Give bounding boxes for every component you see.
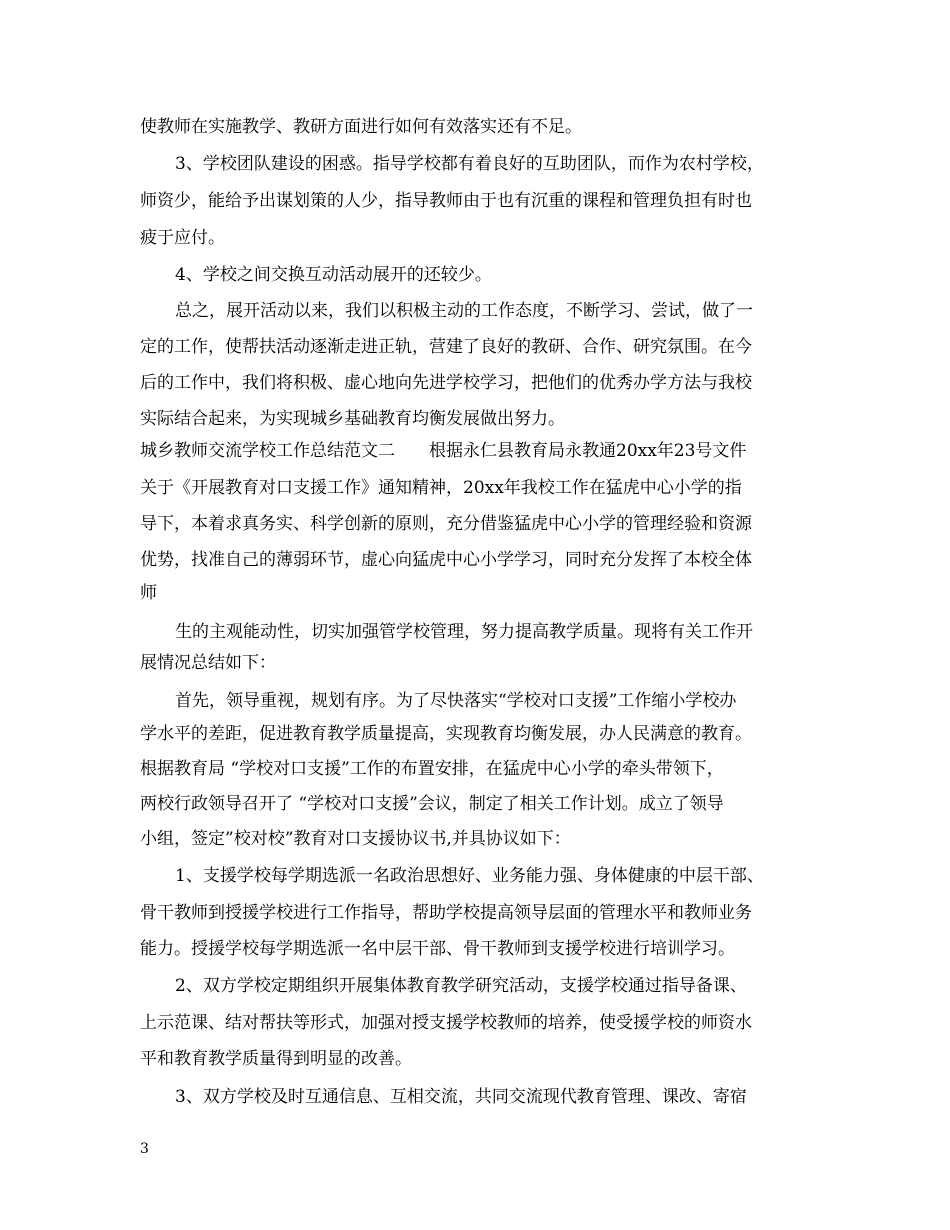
page-number: 3: [140, 1141, 149, 1157]
text-line: 上示范课、结对帮扶等形式，加强对授支援学校教师的培养，使受援学校的师资水: [140, 1013, 752, 1033]
text-line: 两校行政领导召开了 “学校对口支援”会议，制定了相关工作计划。成立了领导: [140, 794, 724, 814]
text-line: 关于《开展教育对口支援工作》通知精神，20xx年我校工作在猛虎中心小学的指: [140, 478, 742, 498]
text-line: 根据教育局 “学校对口支援”工作的布置安排，在猛虎中心小学的牵头带领下，: [140, 759, 724, 779]
text-line: 使教师在实施教学、教研方面进行如何有效落实还有不足。: [140, 117, 582, 137]
text-line: 展情况总结如下：: [140, 653, 276, 673]
text-line: 1、支援学校每学期选派一名政治思想好、业务能力强、身体健康的中层干部、: [175, 866, 764, 886]
text-line: 疲于应付。: [140, 228, 225, 248]
text-line: 实际结合起来，为实现城乡基础教育均衡发展做出努力。: [140, 409, 565, 429]
text-line: 学水平的差距，促进教育教学质量提高，实现教育均衡发展，办人民满意的教育。: [140, 724, 752, 744]
text-line: 骨干教师到授援学校进行工作指导，帮助学校提高领导层面的管理水平和教师业务: [140, 903, 752, 923]
text-line: 师资少，能给予出谋划策的人少，指导教师由于也有沉重的课程和管理负担有时也: [140, 191, 752, 211]
text-line: 优势，找准自己的薄弱环节，虚心向猛虎中心小学学习，同时充分发挥了本校全体: [140, 550, 752, 570]
text-line: 总之，展开活动以来，我们以积极主动的工作态度，不断学习、尝试，做了一: [175, 301, 753, 321]
text-line: 生的主观能动性，切实加强管学校管理，努力提高教学质量。现将有关工作开: [175, 622, 753, 642]
text-line: 导下，本着求真务实、科学创新的原则，充分借鉴猛虎中心小学的管理经验和资源: [140, 514, 752, 534]
text-line: 3、学校团队建设的困惑。指导学校都有着良好的互助团队，而作为农村学校，: [175, 154, 764, 174]
text-line: 平和教育教学质量得到明显的改善。: [140, 1049, 412, 1069]
text-line: 能力。授援学校每学期选派一名中层干部、骨干教师到支援学校进行培训学习。: [140, 939, 735, 959]
text-line: 定的工作，使帮扶活动逐渐走进正轨，营建了良好的教研、合作、研究氛围。在今: [140, 337, 752, 357]
text-line: 师: [140, 583, 157, 603]
text-line: 后的工作中，我们将积极、虚心地向先进学校学习，把他们的优秀办学方法与我校: [140, 373, 752, 393]
text-line: 2、双方学校定期组织开展集体教育教学研究活动，支援学校通过指导备课、: [175, 976, 747, 996]
text-line: 首先，领导重视，规划有序。为了尽快落实“学校对口支援”工作缩小学校办: [175, 691, 737, 711]
text-line: 小组，签定”校对校”教育对口支援协议书,并具协议如下：: [140, 829, 571, 849]
text-line: 3、双方学校及时互通信息、互相交流，共同交流现代教育管理、课改、寄宿: [175, 1087, 747, 1107]
text-line: 4、学校之间交换互动活动展开的还较少。: [175, 265, 492, 285]
text-line: 城乡教师交流学校工作总结范文二 根据永仁县教育局永教通20xx年23号文件: [140, 441, 747, 461]
